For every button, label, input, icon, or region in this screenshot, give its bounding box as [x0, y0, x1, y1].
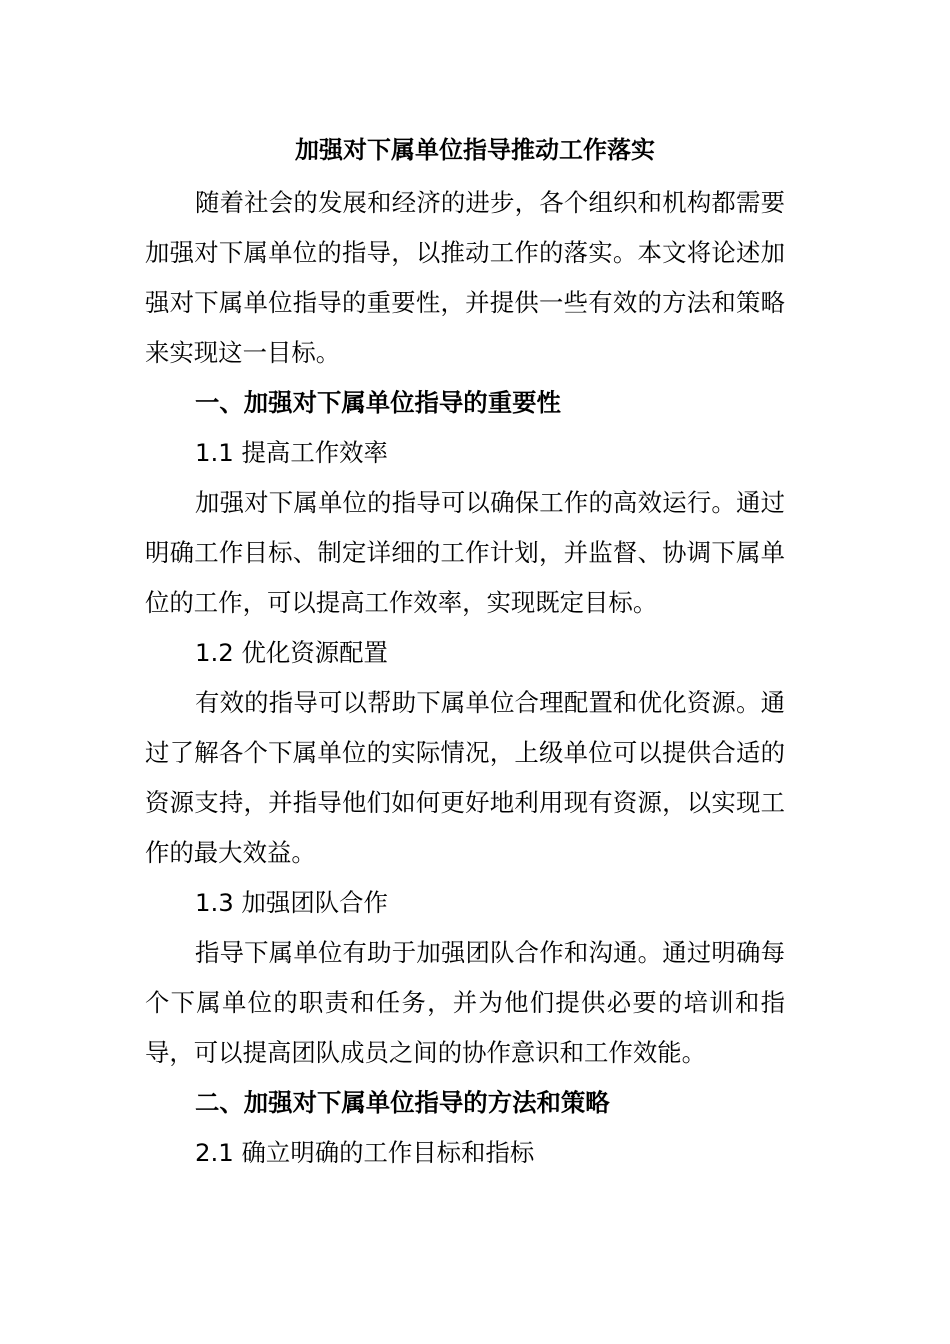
subsection-1-1-heading: 1.1 提高工作效率	[195, 438, 388, 467]
subsection-1-3-body: 指导下属单位有助于加强团队合作和沟通。通过明确每个下属单位的职责和任务，并为他们提供必要的培训和指导，可以提高团队成员之间的协作意识和工作效能。	[145, 938, 785, 1067]
intro-paragraph: 随着社会的发展和经济的进步，各个组织和机构都需要加强对下属单位的指导，以推动工作的落实。本文将论述加强对下属单位指导的重要性，并提供一些有效的方法和策略来实现这一目标。	[145, 188, 785, 367]
section-2-heading: 二、加强对下属单位指导的方法和策略	[195, 1088, 610, 1117]
document-title: 加强对下属单位指导推动工作落实	[295, 136, 655, 164]
document-body	[145, 178, 785, 1178]
section-1-heading: 一、加强对下属单位指导的重要性	[195, 388, 561, 417]
subsection-1-2-body: 有效的指导可以帮助下属单位合理配置和优化资源。通过了解各个下属单位的实际情况，上级单位可以提供合适的资源支持，并指导他们如何更好地利用现有资源，以实现工作的最大效益。	[145, 688, 785, 867]
subsection-1-1-body: 加强对下属单位的指导可以确保工作的高效运行。通过明确工作目标、制定详细的工作计划，并监督、协调下属单位的工作，可以提高工作效率，实现既定目标。	[145, 488, 785, 617]
subsection-1-2-heading: 1.2 优化资源配置	[195, 638, 388, 667]
subsection-2-1-heading: 2.1 确立明确的工作目标和指标	[195, 1138, 535, 1167]
subsection-1-3-heading: 1.3 加强团队合作	[195, 888, 388, 917]
